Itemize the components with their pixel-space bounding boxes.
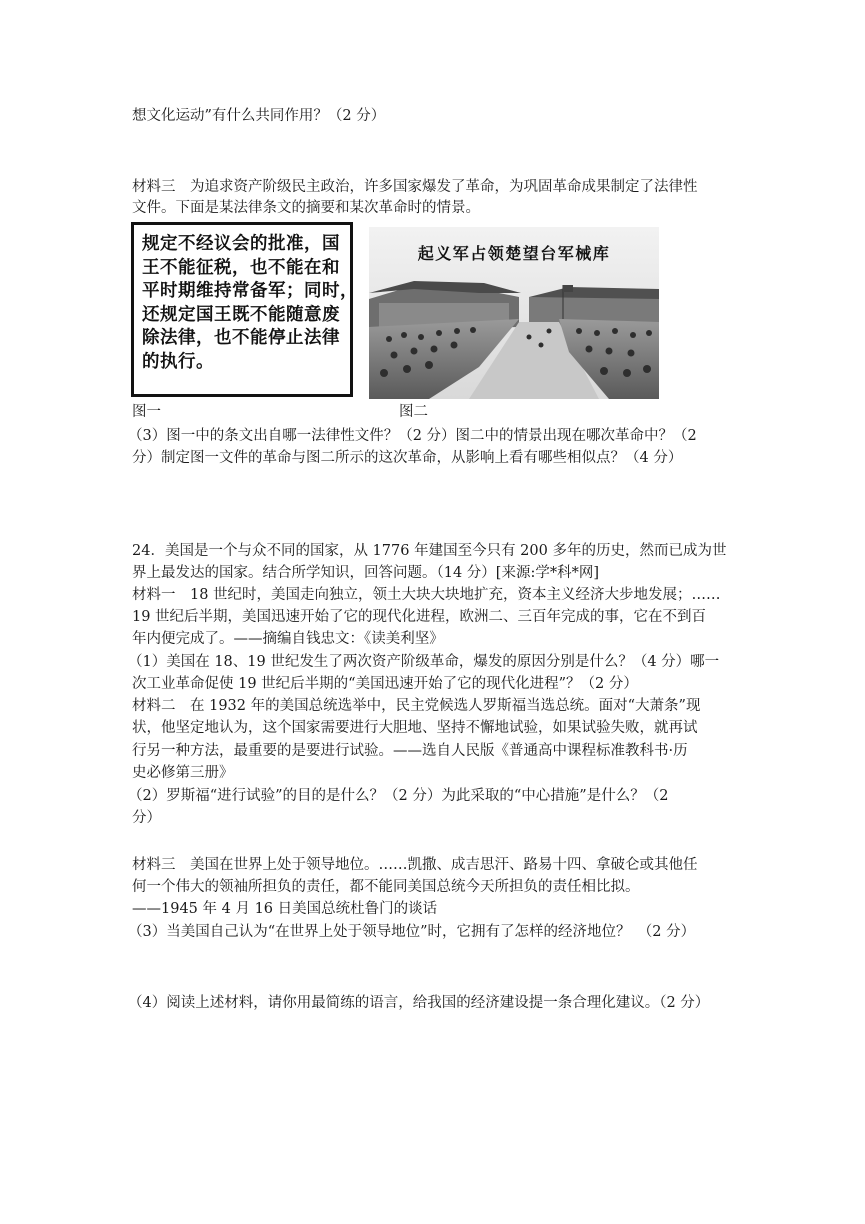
figure-1-text: 规定不经议会的批准，国 王不能征税，也不能在和 平时期维持常备军；同时， 还规定国王既不能随意废 除法律，也不能停止法律 的执行。	[142, 234, 358, 372]
figure-2-title: 起义军占领楚望台军械库	[417, 244, 611, 263]
text-line: 何一个伟大的领袖所担负的责任，都不能同美国总统今天所担负的责任相比拟。	[132, 879, 640, 895]
text-line: 界上最发达的国家。结合所学知识，回答问题。（14 分）[来源:学*科*网]	[132, 565, 600, 581]
text-line: 材料三 为追求资产阶级民主政治，许多国家爆发了革命，为巩固革命成果制定了法律性	[132, 179, 698, 195]
text-line: 材料一 18 世纪时，美国走向独立，领土大块大块地扩充，资本主义经济大步地发展；……	[132, 587, 721, 603]
text-line: ——1945 年 4 月 16 日美国总统杜鲁门的谈话	[132, 901, 438, 917]
figure-2-photo	[369, 227, 659, 399]
text-line: （4）阅读上述材料，请你用最简练的语言，给我国的经济建设提一条合理化建议。（2 分）	[128, 995, 710, 1011]
text-line: （3）图一中的条文出自哪一法律性文件？（2 分）图二中的情景出现在哪次革命中？（2	[128, 428, 697, 444]
text-line: 年内便完成了。——摘编自钱忠文：《读美利坚》	[132, 631, 444, 647]
text-line: 19 世纪后半期，美国迅速开始了它的现代化进程，欧洲二、三百年完成的事，它在不到百	[132, 609, 707, 625]
text-line: 24．美国是一个与众不同的国家，从 1776 年建国至今只有 200 多年的历史，然而已成为世	[132, 543, 727, 559]
text-line: （3）当美国自己认为“在世界上处于领导地位”时，它拥有了怎样的经济地位？ （2 分）	[128, 924, 696, 940]
text-line: 文件。下面是某法律条文的摘要和某次革命时的情景。	[132, 200, 480, 216]
text-line: 材料三 美国在世界上处于领导地位。……凯撒、成吉思汗、路易十四、拿破仑或其他任	[132, 857, 698, 873]
text-line: 想文化运动”有什么共同作用？（2 分）	[132, 108, 386, 124]
text-line: 分）制定图一文件的革命与图二所示的这次革命，从影响上看有哪些相似点？（4 分）	[132, 450, 683, 466]
text-line: （1）美国在 18、19 世纪发生了两次资产阶级革命，爆发的原因分别是什么？（4 分）哪一	[128, 654, 720, 670]
text-line: （2）罗斯福“进行试验”的目的是什么？（2 分）为此采取的“中心措施”是什么？（2	[128, 788, 669, 804]
text-line: 分）	[132, 810, 161, 826]
text-line: 史必修第三册》	[132, 765, 234, 781]
figure-1-law-excerpt	[131, 222, 358, 397]
text-line: 材料二 在 1932 年的美国总统选举中，民主党候选人罗斯福当选总统。面对“大萧条”现	[132, 698, 701, 714]
text-line: 状，他坚定地认为，这个国家需要进行大胆地、坚持不懈地试验，如果试验失败，就再试	[132, 720, 698, 736]
figure-2-caption: 图二	[399, 404, 428, 420]
text-line: 次工业革命促使 19 世纪后半期的“美国迅速开始了它的现代化进程”？（2 分）	[132, 676, 638, 692]
figure-1-caption: 图一	[132, 404, 161, 420]
text-line: 行另一种方法，最重要的是要进行试验。——选自人民版《普通高中课程标准教科书·历	[132, 743, 688, 759]
